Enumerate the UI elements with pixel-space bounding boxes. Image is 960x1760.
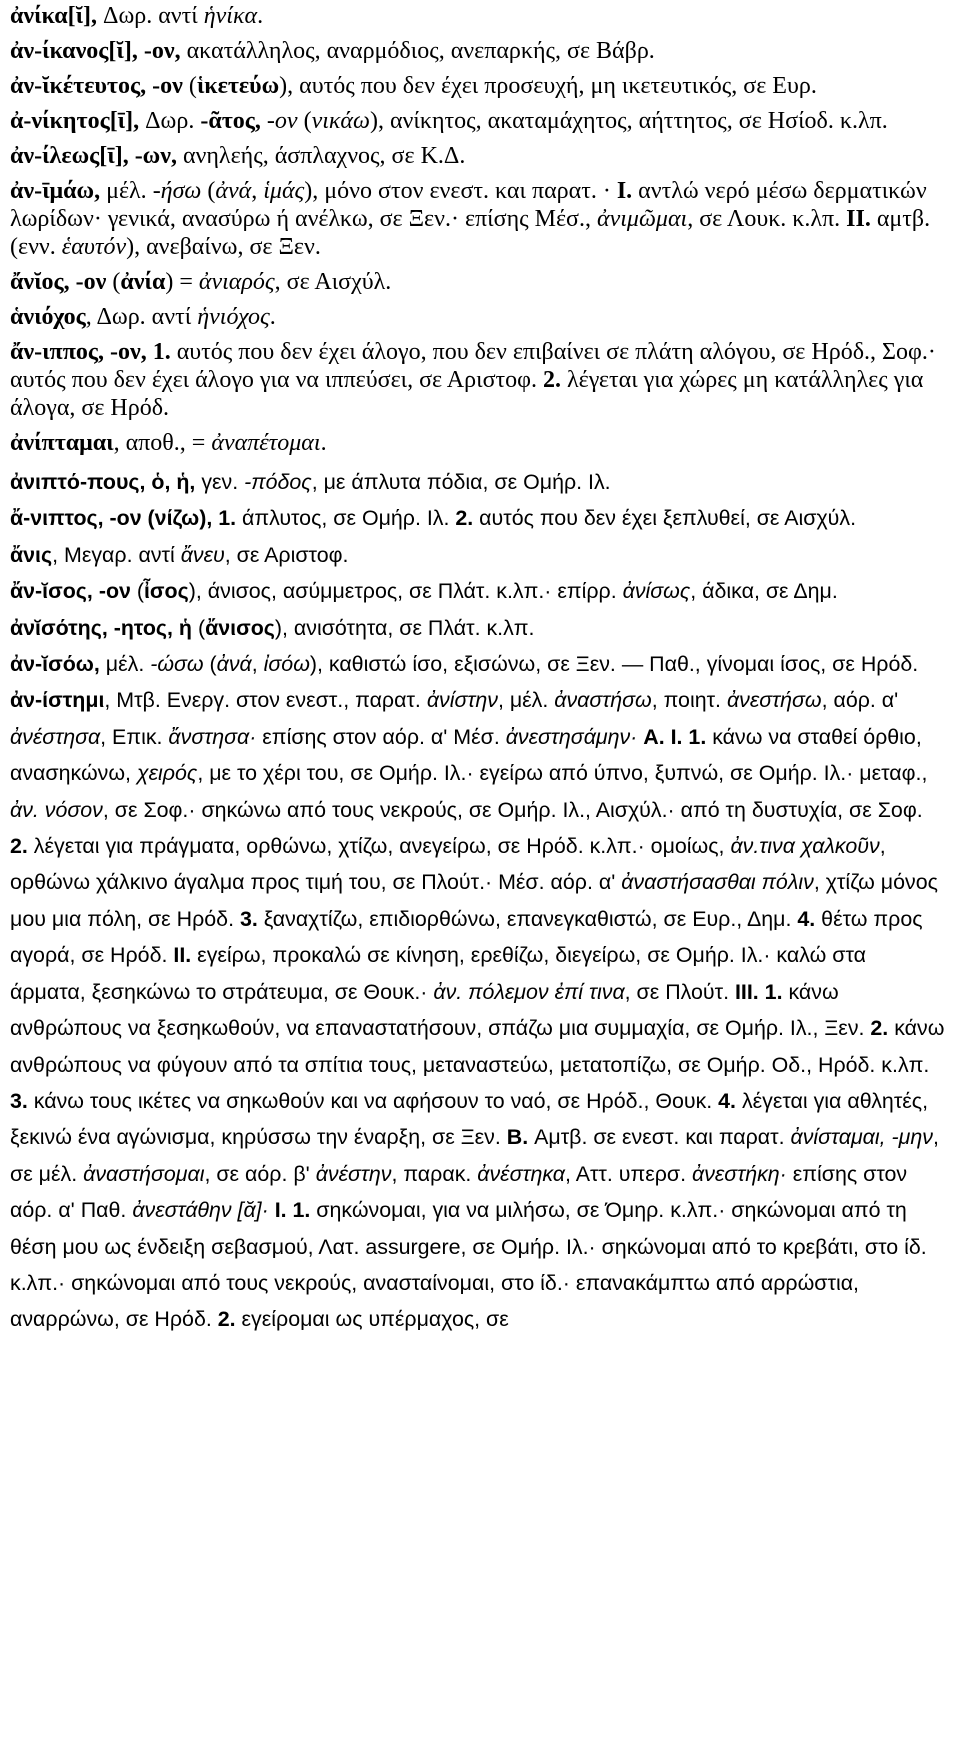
definition-text: ), μόνο στον ενεστ. και παρατ. · [304,178,617,204]
headword-text: 2. [217,1307,236,1332]
italic-text: ἀνεστάθην [ᾰ]· [132,1198,269,1223]
dictionary-entry [10,107,946,135]
italic-text: ἀναπέτομαι [211,430,321,456]
headword-text: ἀνιπτό-πους, ὁ, ἡ, [10,470,202,494]
definition-text: ) = [165,269,199,295]
italic-text: ἡνιόχος [197,304,270,330]
dictionary-entry [10,268,946,296]
headword-text: 3. [10,1088,28,1113]
definition-text: ), ανίκητος, ακαταμάχητος, αήττητος, σε Ησίοδ. κ.λπ. [369,108,888,134]
definition-text: , παρακ. [391,1161,478,1186]
dictionary-entry [10,303,946,331]
definition-text: , σε Αισχύλ. [274,269,392,295]
italic-text: ἀνεστήκη· [692,1161,787,1186]
italic-text: ἀνέστηκα [477,1161,565,1186]
italic-text: ἀνίσταμαι, -μην [790,1125,933,1150]
italic-text: ἀνέστην [315,1161,392,1186]
italic-text: ἀνά [215,178,252,204]
dictionary-entry [10,610,946,646]
definition-text: , Μτβ. Ενεργ. στον ενεστ., παρατ. [104,688,427,713]
headword-text: II. [846,206,871,232]
definition-text: . [320,430,327,456]
entries-sans-section [10,464,946,1338]
definition-text: , σε Σοφ.· σηκώνω από τους νεκρούς, σε Ομήρ. Ιλ., Αισχύλ.· από τη δυστυχία, σε Σοφ. [102,797,923,822]
italic-text: νικάω [311,108,370,134]
definition-text: , με το χέρι του, σε Ομήρ. Ιλ.· εγείρω από ύπνο, ξυπνώ, σε Ομήρ. Ιλ.· μεταφ., [197,761,928,786]
headword-text: 2. [870,1016,889,1041]
headword-text: I. [616,178,633,204]
headword-text: ἄνις [10,542,53,567]
headword-text: ἶσος [143,579,189,604]
definition-text: , μέλ. [497,688,555,713]
definition-text: αυτός που δεν έχει ξεπλυθεί, σε Αισχύλ. [473,506,857,531]
italic-text: ἀνιμῶμαι [596,206,688,232]
headword-text: 4. [797,906,816,931]
definition-text: ( [203,652,217,677]
definition-text: ακατάλληλος, αναρμόδιος, ανεπαρκής, σε Βάβρ. [186,38,655,64]
definition-text: επίσης στον αόρ. α' Μέσ. [256,724,506,749]
headword-text: ἀνῐσότης, -ητος, ἡ [10,615,198,640]
italic-text: ἱμάς [263,178,305,204]
italic-text: ἀναστήσομαι [83,1161,205,1186]
definition-text: λέγεται για αθλητές, ξεκινώ ένα αγώνισμα, κηρύσσω την έναρξη, σε Ξεν. [10,1088,929,1150]
definition-text: άπλυτος, σε Ομήρ. Ιλ. [236,506,456,531]
definition-text: , ορθώνω χάλκινο άγαλμα προς τιμή του, σε Πλούτ.· Μέσ. αόρ. α' [10,834,886,895]
headword-text: ἀ-νίκητος[ῑ], [10,108,146,134]
definition-text: , ποιητ. [651,688,727,713]
headword-text: A. I. 1. [643,724,707,749]
headword-text: ἱκετεύω [196,73,280,99]
definition-text: , Δωρ. αντί [85,304,198,330]
definition-text: , [251,178,264,204]
headword-text: 2. [455,506,474,531]
definition-text: γεν. [201,470,245,494]
headword-text: ἀν-ῐκέτευτος, -ον [10,73,189,99]
headword-text: 4. [718,1088,736,1113]
definition-text: , Αττ. υπερσ. [565,1161,693,1186]
italic-text: -ήσω [152,178,202,204]
definition-text: ), ανεβαίνω, σε Ξεν. [126,234,321,260]
dictionary-entry [10,37,946,65]
headword-text: ἄνῐος, -ον [10,269,113,295]
definition-text: αντλώ νερό μέσω δερματικών λωρίδων· γενικά, ανασύρω ή ανέλκω, σε Ξεν.· επίσης Μέσ., [10,178,927,232]
headword-text: ἄνισος [205,615,275,640]
definition-text: λέγεται για πράγματα, ορθώνω, χτίζω, ανεγείρω, σε Ηρόδ. κ.λπ.· ομοίως, [27,834,731,859]
definition-text: , με άπλυτα πόδια, σε Ομήρ. Ιλ. [311,470,611,494]
dictionary-entry [10,464,946,500]
definition-text: Αμτβ. σε ενεστ. και παρατ. [528,1125,791,1150]
definition-text: μέλ. [106,178,153,204]
dictionary-entry [10,500,946,536]
italic-text: ἀνιαρός [198,269,275,295]
definition-text: κάνω ανθρώπους να ξεσηκωθούν, να επαναστατήσουν, σπάζω μια συμμαχία, σε Ομήρ. Ιλ., Ξεν. [10,979,871,1041]
italic-text: -πόδος [244,470,312,494]
dictionary-entry [10,338,946,422]
headword-text: 2. [543,367,562,393]
italic-text: ἀνίσως [622,579,691,604]
definition-text: , σε Λουκ. κ.λπ. [687,206,847,232]
definition-text: , Επικ. [100,724,169,749]
definition-text: ξαναχτίζω, επιδιορθώνω, επανεγκαθιστώ, σε Ευρ., Δημ. [257,906,798,931]
italic-text: ἀνεστήσω [726,688,822,713]
definition-text: κάνω να σταθεί όρθιο, ανασηκώνω, [10,724,922,786]
italic-text: ἀναστήσω [554,688,652,713]
definition-text: , [251,652,264,677]
dictionary-entry [10,429,946,457]
definition-text: , άδικα, σε Δημ. [690,579,838,604]
italic-text: ἀνά [216,652,252,677]
definition-text: , χτίζω μόνος μου μια πόλη, σε Ηρόδ. [10,870,938,931]
definition-text: εγείρομαι ως υπέρμαχος, σε [235,1307,509,1332]
italic-text: ἄνευ [180,542,225,567]
headword-text: ἀν-ίστημι [10,688,105,713]
headword-text: ἄ-νιπτος, -ον (νίζω), 1. [10,506,237,531]
italic-text: χειρός [136,761,198,786]
headword-text: 3. [239,906,258,931]
headword-text: ἀν-ῑμάω, [10,178,107,204]
definition-text: , σε μέλ. [10,1125,939,1186]
definition-text: ), αυτός που δεν έχει προσευχή, μη ικετευτικός, σε Ευρ. [279,73,817,99]
headword-text: ἀνίπταμαι [10,430,114,456]
dictionary-entry [10,682,946,1337]
definition-text: μέλ. [105,652,151,677]
italic-text: -ον [266,108,298,134]
definition-text: ( [136,579,144,604]
definition-text: , σε Πλούτ. [624,979,735,1004]
headword-text: ἄν-ῐσος, -ον [10,579,137,604]
italic-text: ἀνέστησα [10,724,101,749]
definition-text: κάνω τους ικέτες να σηκωθούν και να αφήσουν το ναό, σε Ηρόδ., Θουκ. [27,1088,719,1113]
headword-text: -ᾶτος, [200,108,267,134]
italic-text: -ώσω [150,652,204,677]
italic-text: ἀν. νόσον [10,797,103,822]
dictionary-entry [10,72,946,100]
italic-text: ἑαυτόν [61,234,127,260]
definition-text: ( [188,73,197,99]
headword-text: ἁνιόχος [10,304,86,330]
headword-text: ἄν-ιππος, -ον, 1. [10,339,171,365]
definition-text: ( [197,615,206,640]
italic-text: ἀναστήσασθαι πόλιν [621,870,814,895]
dictionary-entry [10,537,946,573]
italic-text: ἀνίστην [426,688,498,713]
definition-text: , αποθ., = [113,430,212,456]
italic-text: ἀνεστησάμην· [505,724,638,749]
definition-text: Δωρ. αντί [103,3,204,29]
dictionary-entry [10,646,946,682]
definition-text: . [257,3,264,29]
headword-text: II. [173,943,192,968]
italic-text: ἀν.τινα χαλκοῦν [730,834,880,859]
definition-text: εγείρω, προκαλώ σε κίνηση, ερεθίζω, διεγείρω, σε Ομήρ. Ιλ.· καλώ στα άρματα, ξεσηκώνω το στράτευμα, σε Θουκ.· [10,943,866,1004]
italic-text: ἡνίκα [203,3,258,29]
headword-text: ἀν-ίλεως[ῑ], -ων, [10,143,183,169]
definition-text: αυτός που δεν έχει άλογο, που δεν επιβαίνει σε πλάτη αλόγου, σε Ηρόδ., Σοφ.· αυτός που δεν έχει άλογο για να ιππεύσει, σε Αριστοφ. [10,339,936,393]
definition-text: ), ανισότητα, σε Πλάτ. κ.λπ. [274,615,535,640]
definition-text: λέγεται για χώρες μη κατάλληλες για άλογα, σε Ηρόδ. [10,367,924,421]
definition-text: ), καθιστώ ίσο, εξισώνω, σε Ξεν. — Παθ., γίνομαι ίσος, σε Ηρόδ. [309,652,919,677]
italic-text: ἄνστησα· [168,724,257,749]
definition-text: θέτω προς αγορά, σε Ηρόδ. [10,906,923,968]
definition-text: ( [201,178,216,204]
headword-text: III. 1. [734,979,783,1004]
definition-text: κάνω ανθρώπους να φύγουν από τα σπίτια τους, μεταναστεύω, μετατοπίζω, σε Ομήρ. Οδ., Ηρόδ. κ.λπ. [10,1016,945,1077]
headword-text: I. 1. [274,1198,311,1223]
headword-text: B. [506,1125,529,1150]
dictionary-entry [10,573,946,609]
italic-text: ἰσόω [263,652,310,677]
definition-text: , σε Αριστοφ. [224,542,349,567]
definition-text: Δωρ. [145,108,201,134]
definition-text: , Μεγαρ. αντί [52,542,181,567]
definition-text: αμτβ. (ενν. [10,206,931,260]
definition-text: ), άνισος, ασύμμετρος, σε Πλάτ. κ.λπ.· επίρρ. [188,579,623,604]
definition-text: επίσης στον αόρ. α' Παθ. [10,1161,908,1223]
definition-text: ( [297,108,312,134]
italic-text: ἀν. πόλεμον ἐπί τινα [433,979,625,1004]
dictionary-entry [10,2,946,30]
definition-text: , σε αόρ. β' [204,1161,316,1186]
headword-text: ἀνία [120,269,166,295]
headword-text: ἀν-ῐσόω, [10,652,106,677]
entries-serif-section [10,2,946,457]
definition-text: ( [112,269,121,295]
headword-text: ἀνίκα[ῐ], [10,3,104,29]
definition-text: ανηλεής, άσπλαχνος, σε Κ.Δ. [182,143,466,169]
definition-text: σηκώνομαι, για να μιλήσω, σε Όμηρ. κ.λπ.· σηκώνομαι από τη θέση μου ως ένδειξη σεβασμού, Λατ. assurgere, σε Ομήρ. Ιλ.· σηκώνομαι από το κρεβάτι, στο ίδ. κ.λπ.· σηκώνομαι από τους νεκρούς, ανασταίνομαι, στο ίδ.· επανακάμπτω από αρρώστια, αναρρώνω, σε Ηρόδ. [10,1198,927,1332]
headword-text: ἀν-ίκανος[ῐ], -ον, [10,38,187,64]
headword-text: 2. [10,834,28,859]
definition-text: . [269,304,276,330]
definition-text: , αόρ. α' [821,688,899,713]
dictionary-entry [10,177,946,261]
dictionary-entry [10,142,946,170]
